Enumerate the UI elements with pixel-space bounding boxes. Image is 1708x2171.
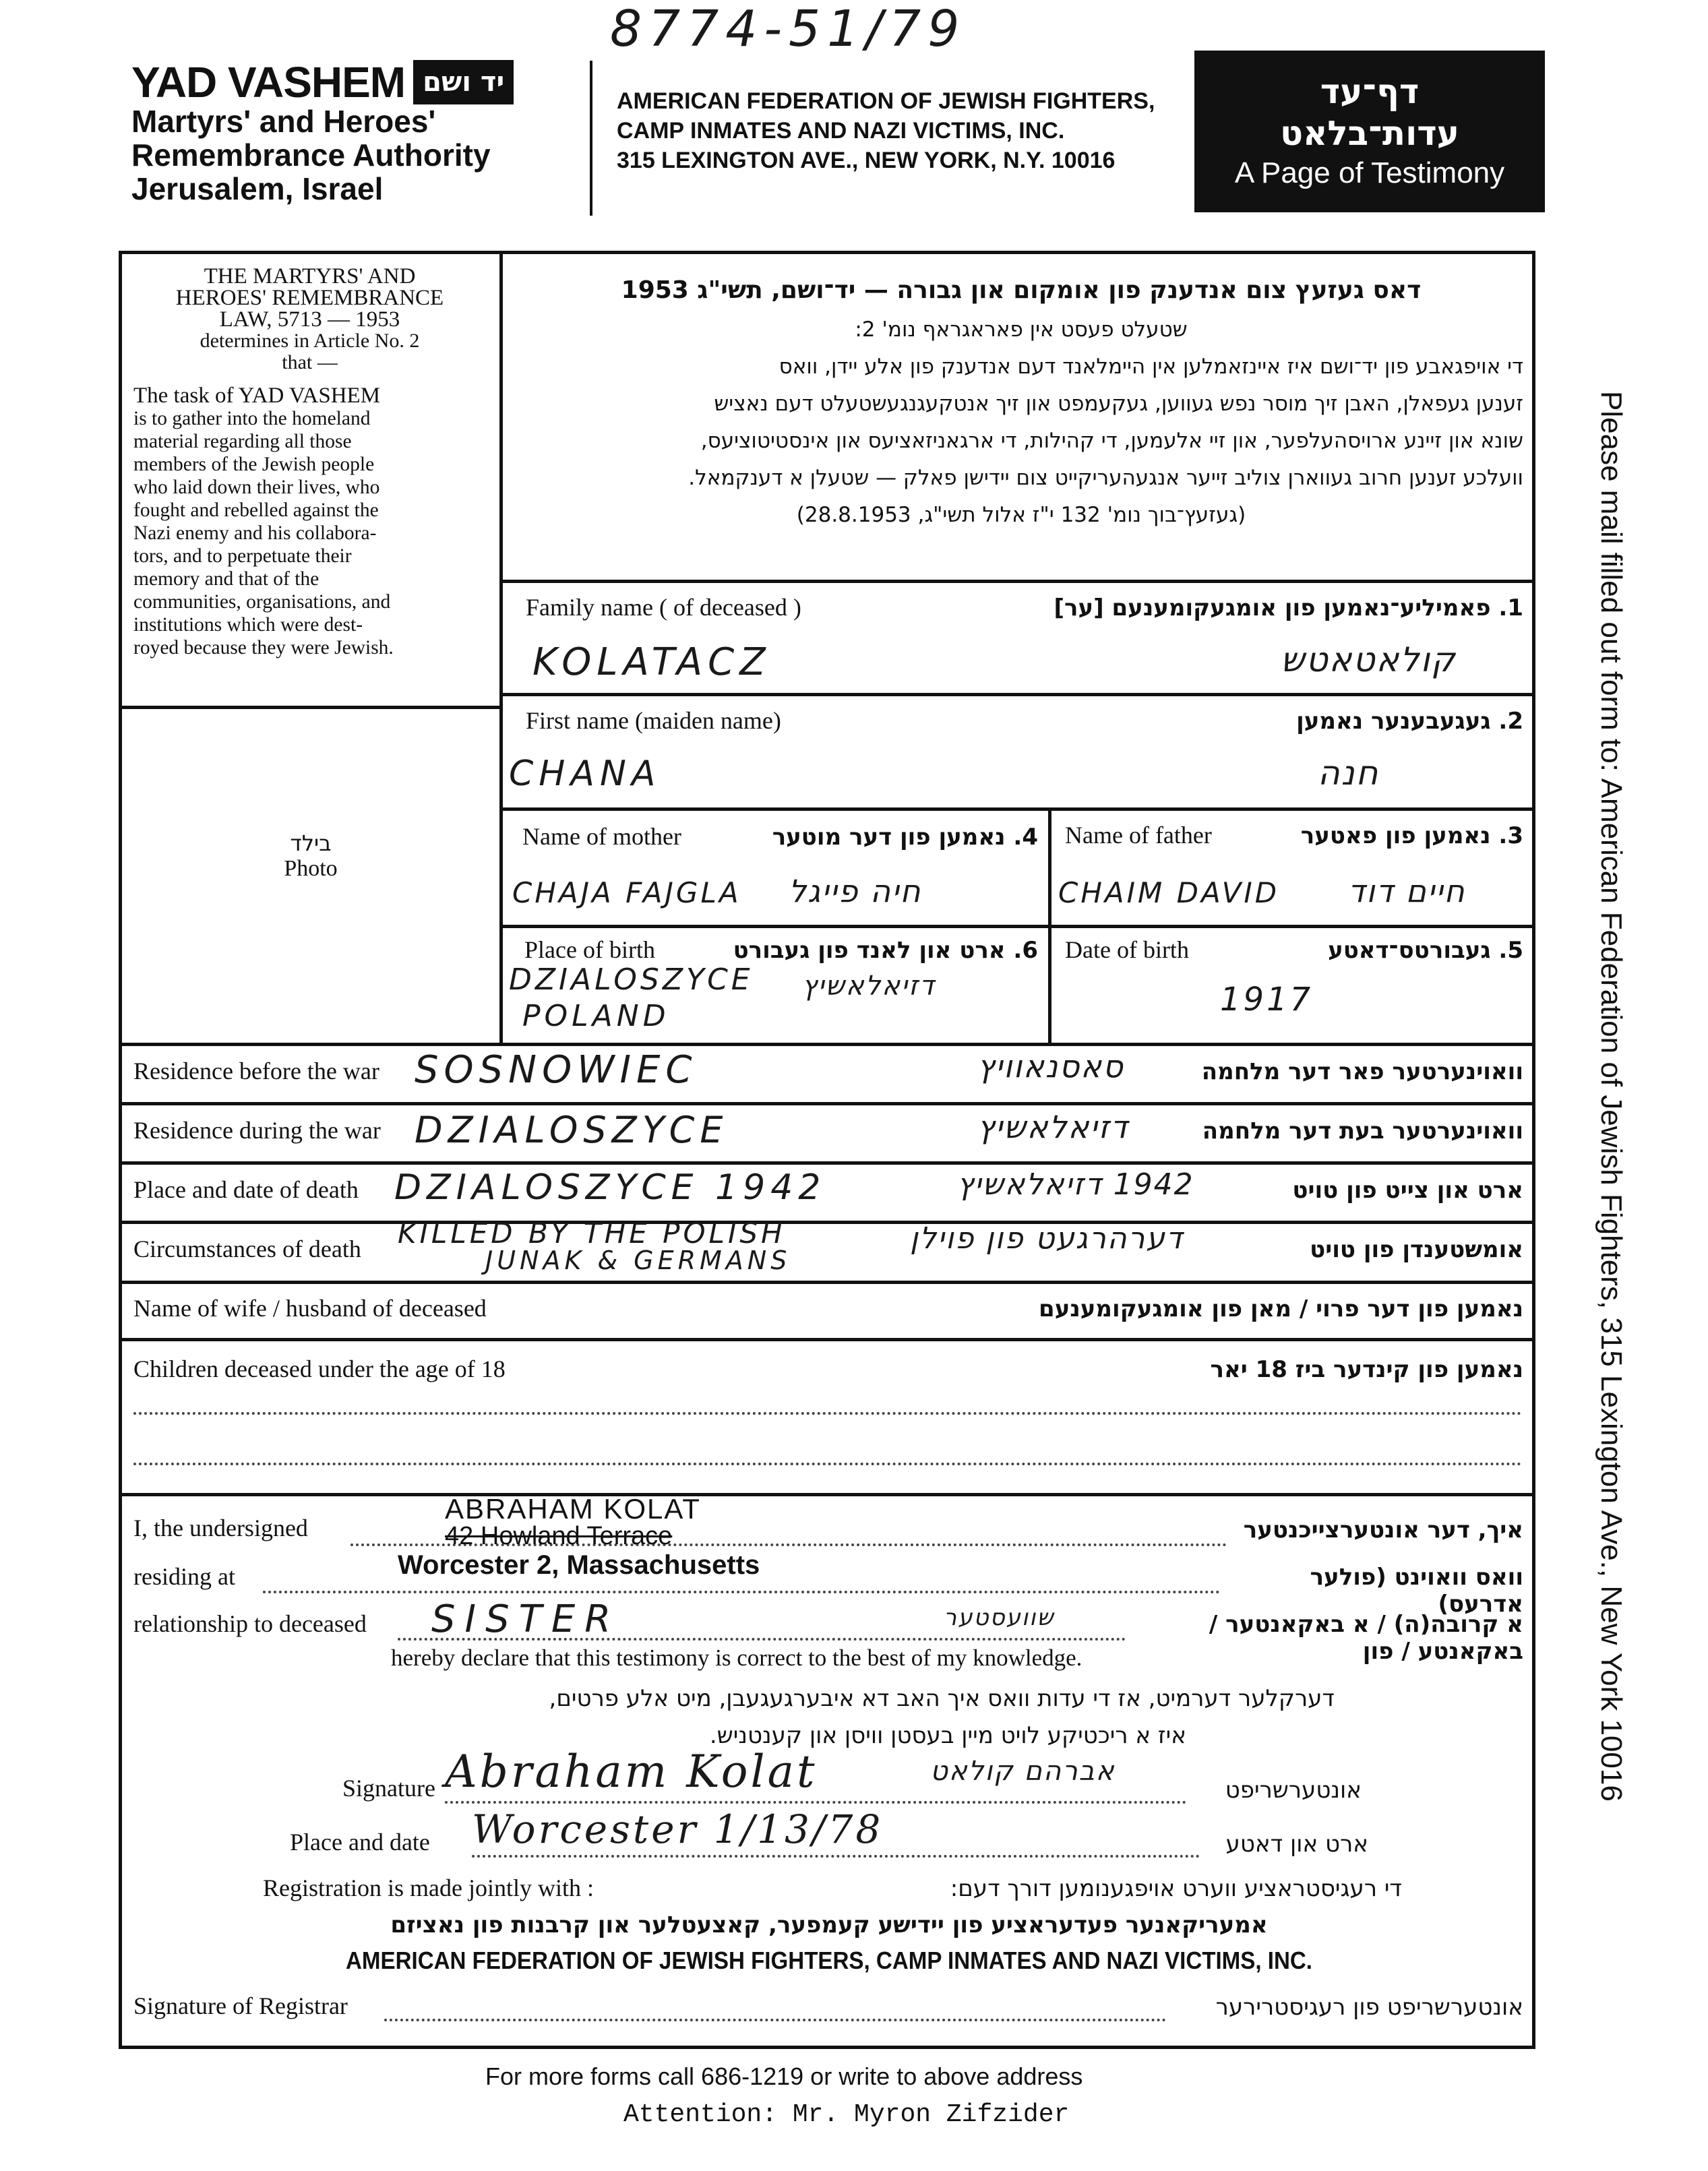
declarant-city-value[interactable]: Worcester 2, Massachusetts (398, 1550, 760, 1580)
law-body-line: Nazi enemy and his collabora- (133, 522, 377, 544)
testimony-hebrew1: דף־עד (1320, 72, 1420, 111)
footer-line-1: For more forms call 686-1219 or write to above address (485, 2062, 1083, 2090)
children-hebrew-label: נאמען פון קינדער ביז 18 יאר (1210, 1356, 1523, 1383)
reference-number: 8774-51/79 (610, 0, 967, 58)
grid-line (119, 1043, 1535, 1046)
side-mailing-note: Please mail filled out form to: American Federation of Jewish Fighters, 315 Lexington Ave., New York 10016 (1595, 391, 1628, 1802)
death-place-date-value[interactable]: DZIALOSZYCE 1942 (394, 1167, 826, 1208)
testimony-title-box (1194, 51, 1545, 212)
law-body-line: fought and rebelled against the (133, 499, 379, 521)
father-name-label: Name of father (1065, 822, 1212, 849)
mother-name-value[interactable]: CHAJA FAJGLA (512, 876, 741, 909)
death-circumstances-hebrew-label: אומשטענדן פון טויט (1310, 1236, 1523, 1263)
birth-date-hebrew-label: 5. געבורטס־דאטע (1328, 937, 1523, 964)
yad-vashem-header (131, 57, 549, 206)
death-circumstances-hebrew-value[interactable]: דערהרגעט פון פוילן (910, 1221, 1184, 1256)
law-body-line: is to gather into the homeland (133, 408, 371, 429)
spouse-name-hebrew-label: נאמען פון דער פרוי / מאן פון אומגעקומענעם (1039, 1295, 1523, 1322)
mother-name-hebrew-label: 4. נאמען פון דער מוטער (772, 824, 1038, 851)
family-name-value[interactable]: KOLATACZ (532, 640, 771, 684)
testimony-hebrew2: עדות־בלאט (1280, 114, 1459, 153)
residing-line (263, 1591, 1220, 1593)
birth-date-label: Date of birth (1065, 936, 1189, 963)
federation-header (617, 86, 1155, 175)
registration-org-english: AMERICAN FEDERATION OF JEWISH FIGHTERS, CAMP INMATES AND NAZI VICTIMS, INC. (346, 1947, 1312, 1974)
yad-vashem-logo: יד ושם (413, 60, 514, 104)
first-name-value[interactable]: CHANA (509, 754, 661, 794)
law-title-2: HEROES' REMEMBRANCE (175, 286, 444, 310)
father-name-hebrew-label: 3. נאמען פון פאטער (1300, 822, 1523, 849)
law-body-line: material regarding all those (133, 431, 352, 452)
law-title-1: THE MARTYRS' AND (204, 264, 416, 288)
photo-right-border (499, 709, 503, 1046)
place-date-hebrew-label: ארט און דאטע (1225, 1831, 1368, 1858)
declaration-hebrew-2: איז א ריכטיקע לויט מיין בעסטן וויסן און קענטניש. (709, 1722, 1186, 1749)
federation-line2: CAMP INMATES AND NAZI VICTIMS, INC. (617, 118, 1065, 144)
children-label: Children deceased under the age of 18 (133, 1355, 506, 1382)
yiddish-law-line: זענען געפאלן, האבן זיך מוסר נפש געווען, געקעמפט און זיך אנטקעגנגעשטעלט דעם נאציש (714, 392, 1523, 416)
undersigned-hebrew-label: איך, דער אונטערצייכנטער (1243, 1517, 1523, 1543)
residence-before-hebrew-value[interactable]: סאסנאוויץ (977, 1048, 1124, 1084)
birth-date-value[interactable]: 1917 (1220, 981, 1314, 1018)
law-title-4: determines in Article No. 2 (200, 330, 420, 352)
yad-vashem-title: YAD VASHEM (131, 58, 406, 106)
birth-place-label: Place of birth (524, 936, 655, 963)
children-line-2[interactable] (133, 1463, 1522, 1465)
yiddish-law-line: וועלכע זענען חרוב געווארן צוליב זייער אנגעהעריקייט צום יידישן פאלק — שטעלן א דענקמאל. (688, 466, 1523, 490)
declaration-text: hereby declare that this testimony is correct to the best of my knowledge. (391, 1645, 1082, 1671)
first-name-label: First name (maiden name) (526, 707, 781, 734)
father-name-value[interactable]: CHAIM DAVID (1058, 876, 1280, 909)
family-name-hebrew-value[interactable]: קולאטאטש (1281, 640, 1457, 679)
signature-hebrew-value[interactable]: אברהם קולאט (930, 1756, 1116, 1787)
father-name-hebrew-value[interactable]: חיים דוד (1348, 873, 1466, 909)
birth-country-value[interactable]: POLAND (522, 999, 670, 1033)
photo-area (119, 709, 503, 1046)
yad-vashem-line3: Jerusalem, Israel (131, 171, 384, 206)
death-circumstances-value[interactable]: KILLED BY THE POLISH (398, 1217, 786, 1250)
footer-line-2: Attention: Mr. Myron Zifzider (623, 2100, 1070, 2129)
signature-line (445, 1801, 1186, 1804)
death-place-date-hebrew-value[interactable]: 1942 דזיאלאשיץ (957, 1167, 1194, 1202)
yiddish-law-title: דאס געזעץ צום אנדענק פון אומקום און גבורה — יד־ושם, תשי"ג 1953 (621, 276, 1422, 304)
residence-before-hebrew-label: וואוינערטער פאר דער מלחמה (1201, 1058, 1523, 1085)
law-body-line: tors, and to perpetuate their (133, 545, 352, 567)
law-body-line: royed because they were Jewish. (133, 637, 394, 659)
undersigned-label: I, the undersigned (133, 1515, 308, 1541)
registrar-signature-line[interactable] (384, 2019, 1166, 2021)
grid-line (119, 1281, 1535, 1284)
registration-hebrew-label: די רעגיסטראציע ווערט אויפגענומען דורך דעם: (950, 1875, 1402, 1902)
registrar-signature-label: Signature of Registrar (133, 1992, 348, 2019)
law-body-line: The task of YAD VASHEM (133, 384, 381, 408)
declarant-name-value[interactable]: ABRAHAM KOLAT (445, 1493, 701, 1525)
place-date-value[interactable]: Worcester 1/13/78 (472, 1806, 884, 1852)
yad-vashem-line2: Remembrance Authority (131, 137, 491, 173)
mother-name-hebrew-value[interactable]: חיה פייגל (789, 873, 922, 909)
federation-line1: AMERICAN FEDERATION OF JEWISH FIGHTERS, (617, 88, 1155, 114)
place-date-line (472, 1855, 1200, 1858)
testimony-english: A Page of Testimony (1234, 156, 1505, 189)
residence-before-label: Residence before the war (133, 1058, 379, 1084)
signature-value[interactable]: Abraham Kolat (445, 1746, 818, 1798)
photo-label-hebrew: בילד (290, 830, 332, 856)
yiddish-law-line: שונא און זיינע ארויסהעלפער, און זיי אלעמען, די קהילות, די ארגאניזאציעס און אינסטיטוציעס, (700, 429, 1523, 453)
yiddish-law-text (519, 270, 1523, 534)
death-place-date-label: Place and date of death (133, 1176, 359, 1203)
family-name-label: Family name ( of deceased ) (526, 594, 801, 621)
children-line-1[interactable] (133, 1412, 1522, 1415)
grid-line (119, 1493, 1535, 1496)
death-circumstances-label: Circumstances of death (133, 1235, 361, 1262)
photo-label: Photo (284, 856, 338, 881)
law-body-line: who laid down their lives, who (133, 477, 380, 498)
birth-place-hebrew-label: 6. ארט און לאנד פון געבורט (733, 937, 1038, 964)
first-name-hebrew-label: 2. געגעבענער נאמען (1296, 708, 1523, 735)
law-title-5: that — (282, 351, 338, 373)
law-body-line: members of the Jewish people (133, 454, 375, 475)
law-body-line: communities, organisations, and (133, 591, 391, 613)
mother-name-label: Name of mother (522, 823, 681, 850)
residing-hebrew-label: וואס וואוינט (פולער אדרעס) (1310, 1564, 1523, 1618)
grid-line (1048, 807, 1051, 1046)
place-date-label: Place and date (290, 1829, 430, 1856)
grid-line (499, 925, 1535, 928)
relationship-value[interactable]: SISTER (431, 1597, 621, 1641)
registrar-signature-hebrew-label: אונטערשריפט פון רעגיסטרירער (1215, 1994, 1523, 2021)
residence-during-hebrew-label: וואוינערטער בעת דער מלחמה (1202, 1118, 1523, 1144)
grid-line (119, 1161, 1535, 1165)
spouse-name-label: Name of wife / husband of deceased (133, 1295, 487, 1322)
residence-during-value[interactable]: DZIALOSZYCE (415, 1109, 729, 1151)
grid-line (119, 1221, 1535, 1224)
relationship-hebrew-label: א קרובה(ה) / א באקאנטער / באקאנטע / פון (1209, 1611, 1523, 1665)
yiddish-law-line: (געזעץ־בוך נומ' 132 י"ז אלול תשי"ג, 28.8.1953) (796, 503, 1246, 527)
birth-place-value[interactable]: DZIALOSZYCE (509, 962, 754, 997)
residence-before-value[interactable]: SOSNOWIEC (415, 1048, 698, 1092)
grid-line (499, 693, 1535, 696)
declaration-hebrew-1: דערקלער דערמיט, אז די עדות וואס איך האב דא איבערגעגעבן, מיט אלע פרטים, (549, 1685, 1335, 1712)
grid-line (499, 807, 1535, 811)
law-body-line: memory and that of the (133, 568, 319, 590)
law-body-line: institutions which were dest- (133, 614, 363, 636)
relationship-label: relationship to deceased (133, 1610, 367, 1637)
yiddish-law-line: די אויפגאבע פון יד־ושם איז איינזאמלען אין היימלאנד דעם אנדענק פון אלע יידן, וואס (779, 355, 1523, 379)
death-circumstances-value-2[interactable]: JUNAK & GERMANS (485, 1246, 791, 1275)
residence-during-label: Residence during the war (133, 1117, 381, 1144)
yad-vashem-line1: Martyrs' and Heroes' (131, 104, 436, 139)
yiddish-law-subtitle: שטעלט פעסט אין פאראגראף נומ' 2: (855, 317, 1188, 342)
grid-line (119, 1102, 1535, 1105)
declarant-address-value[interactable]: 42 Howland Terrace (445, 1522, 673, 1550)
family-name-hebrew-label: 1. פאמיליע־נאמען פון אומגעקומענעם [ער] (1054, 594, 1523, 621)
first-name-hebrew-value[interactable]: חנה (1318, 754, 1380, 793)
death-place-date-hebrew-label: ארט און צייט פון טויט (1292, 1177, 1523, 1204)
header-divider (590, 61, 592, 216)
birth-place-hebrew-value[interactable]: דזיאלאשיץ (802, 971, 936, 1002)
grid-line (499, 580, 1535, 583)
relationship-hebrew-value[interactable]: שוועסטער (944, 1604, 1055, 1631)
law-box (119, 251, 503, 709)
registration-label: Registration is made jointly with : (263, 1874, 594, 1901)
signature-hebrew-label: אונטערשריפט (1225, 1777, 1362, 1804)
residence-during-hebrew-value[interactable]: דזיאלאשיץ (977, 1109, 1129, 1145)
federation-line3: 315 LEXINGTON AVE., NEW YORK, N.Y. 10016 (617, 148, 1116, 173)
signature-label: Signature (342, 1775, 435, 1802)
registration-org-hebrew: אמעריקאנער פעדעראציע פון יידישע קעמפער, קאצעטלער און קרבנות פון נאציזם (390, 1912, 1268, 1938)
grid-line (119, 1338, 1535, 1341)
residing-label: residing at (133, 1563, 235, 1590)
law-title-3: LAW, 5713 — 1953 (219, 307, 400, 332)
